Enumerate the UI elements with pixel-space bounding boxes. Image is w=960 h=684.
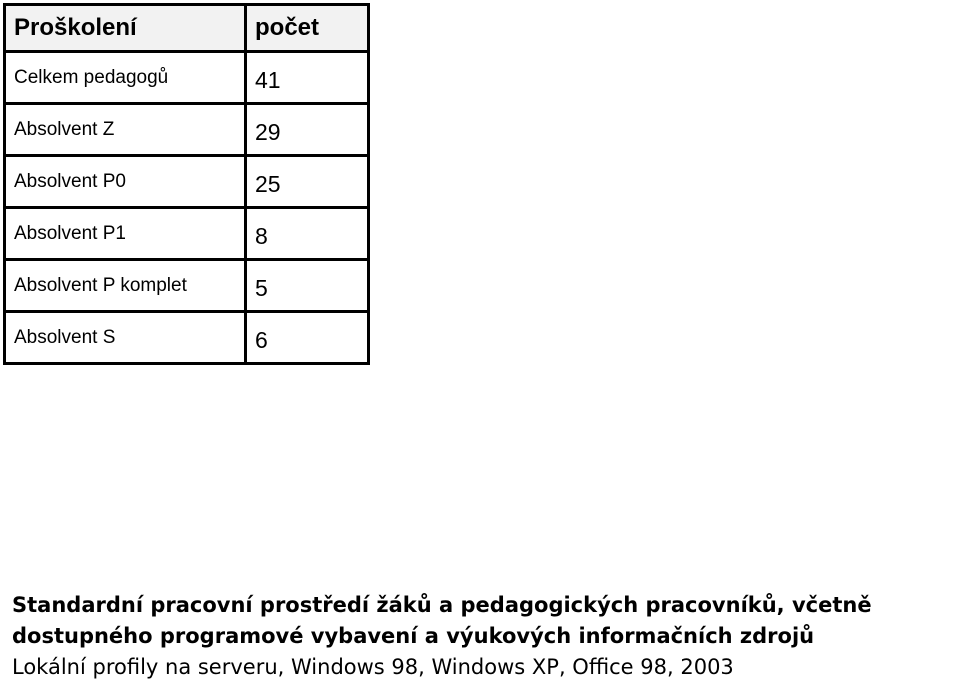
row-name: Absolvent Z	[5, 104, 246, 156]
document-text-block	[12, 590, 958, 683]
row-name: Absolvent P0	[5, 156, 246, 208]
row-count: 41	[246, 52, 369, 104]
row-count: 8	[246, 208, 369, 260]
section-heading-line-2: dostupného programové vybavení a výukových informačních zdrojů	[12, 624, 815, 648]
row-count: 25	[246, 156, 369, 208]
table-row	[5, 104, 369, 156]
table-row	[5, 260, 369, 312]
row-count: 29	[246, 104, 369, 156]
row-name: Celkem pedagogů	[5, 52, 246, 104]
table-row	[5, 52, 369, 104]
header-count: počet	[246, 5, 369, 52]
row-name: Absolvent S	[5, 312, 246, 364]
section-heading-line-1: Standardní pracovní prostředí žáků a pedagogických pracovníků, včetně	[12, 593, 872, 617]
training-table	[3, 3, 370, 365]
row-count: 5	[246, 260, 369, 312]
table-row	[5, 312, 369, 364]
header-training: Proškolení	[5, 5, 246, 52]
table-row	[5, 208, 369, 260]
row-name: Absolvent P komplet	[5, 260, 246, 312]
table-header-row	[5, 5, 369, 52]
row-count: 6	[246, 312, 369, 364]
body-text-line: Lokální profily na serveru, Windows 98, Windows XP, Office 98, 2003	[12, 655, 734, 679]
row-name: Absolvent P1	[5, 208, 246, 260]
table-row	[5, 156, 369, 208]
